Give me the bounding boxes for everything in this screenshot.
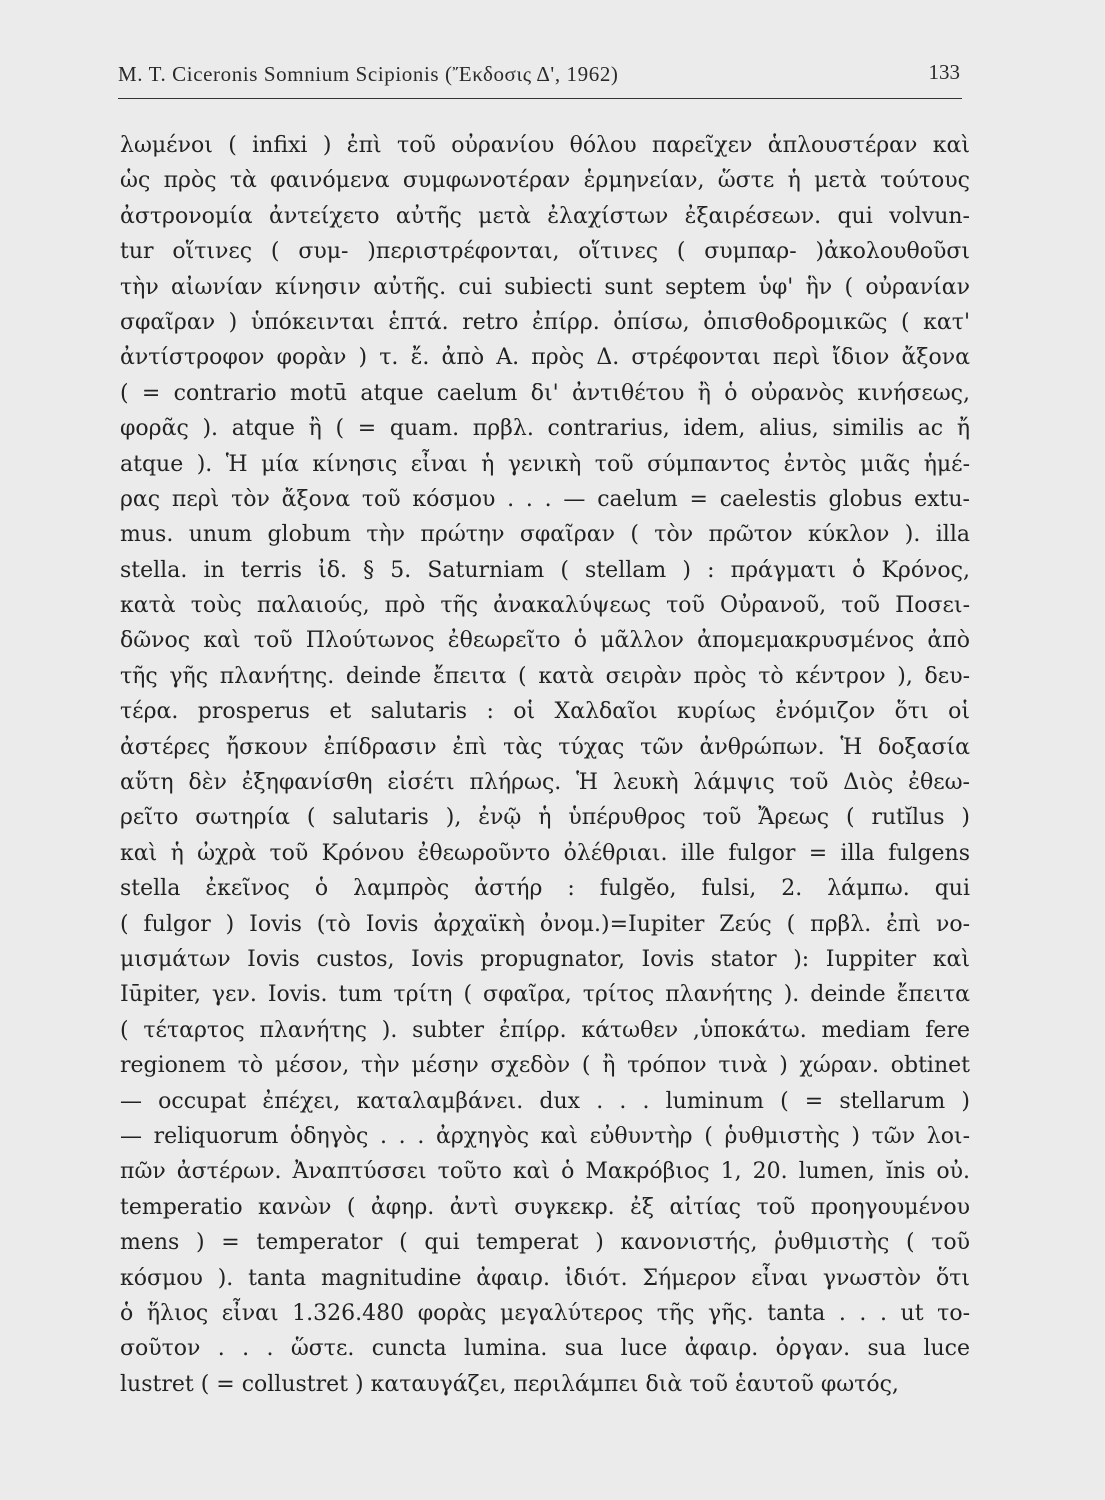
text-line: — occupat ἐπέχει, καταλαμβάνει. dux . . . luminum ( = stellarum ) [120, 1088, 970, 1114]
text-line: ( τέταρτος πλανήτης ). subter ἐπίρρ. κάτωθεν ,ὑποκάτω. mediam fere [120, 1017, 970, 1043]
text-line: κόσμου ). tanta magnitudine ἀφαιρ. ἰδιότ. Σήμερον εἶναι γνωστὸν ὅτι [120, 1265, 970, 1291]
text-line: σοῦτον . . . ὥστε. cuncta lumina. sua luce ἀφαιρ. ὀργαν. sua luce [120, 1336, 970, 1362]
text-line: atque ). Ἡ μία κίνησις εἶναι ἡ γενικὴ τοῦ σύμπαντος ἐντὸς μιᾶς ἡμέ- [120, 451, 970, 477]
running-head [118, 58, 962, 99]
text-line: tur οἵτινες ( συμ- )περιστρέφονται, οἵτινες ( συμπαρ- )ἀκολουθοῦσι [120, 239, 970, 265]
text-line: δῶνος καὶ τοῦ Πλούτωνος ἐθεωρεῖτο ὁ μᾶλλον ἀπομεμακρυσμένος ἀπὸ [120, 628, 970, 654]
text-line: temperatio κανὼν ( ἀφηρ. ἀντὶ συγκεκρ. ἐξ αἰτίας τοῦ προηγουμένου [120, 1194, 970, 1220]
text-line: — reliquorum ὁδηγὸς . . . ἀρχηγὸς καὶ εὐθυντὴρ ( ῥυθμιστὴς ) τῶν λοι- [120, 1123, 970, 1149]
text-line: αὕτη δὲν ἐξηφανίσθη εἰσέτι πλήρως. Ἡ λευκὴ λάμψις τοῦ Διὸς ἐθεω- [120, 770, 970, 796]
text-line: mens ) = temperator ( qui temperat ) κανονιστής, ῥυθμιστὴς ( τοῦ [120, 1230, 970, 1256]
text-line: τὴν αἰωνίαν κίνησιν αὐτῆς. cui subiecti sunt septem ὑφ' ἣν ( οὐρανίαν [120, 274, 970, 300]
text-line: ( = contrario motū atque caelum δι' ἀντιθέτου ἢ ὁ οὐρανὸς κινήσεως, [120, 380, 970, 406]
text-line: regionem τὸ μέσον, τὴν μέσην σχεδὸν ( ἢ τρόπον τινὰ ) χώραν. obtinet [120, 1053, 970, 1079]
text-line: ρεῖτο σωτηρία ( salutaris ), ἐνῷ ἡ ὑπέρυθρος τοῦ Ἄρεως ( rutĭlus ) [120, 805, 970, 831]
text-line: τέρα. prosperus et salutaris : οἱ Χαλδαῖοι κυρίως ἐνόμιζον ὅτι οἱ [120, 699, 970, 725]
text-line: λωμένοι ( infixi ) ἐπὶ τοῦ οὐρανίου θόλου παρεῖχεν ἁπλουστέραν καὶ [120, 133, 970, 158]
text-line: ἀντίστροφον φορὰν ) τ. ἔ. ἀπὸ Α. πρὸς Δ. στρέφονται περὶ ἴδιον ἄξονα [120, 345, 970, 371]
commentary-text [120, 128, 970, 1402]
text-line: Iūpiter, γεν. Iovis. tum τρίτη ( σφαῖρα, τρίτος πλανήτης ). deinde ἔπειτα [120, 982, 970, 1008]
text-line: ὁ ἥλιος εἶναι 1.326.480 φορὰς μεγαλύτερος τῆς γῆς. tanta . . . ut το- [120, 1300, 970, 1326]
text-line: τῆς γῆς πλανήτης. deinde ἔπειτα ( κατὰ σειρὰν πρὸς τὸ κέντρον ), δευ- [120, 663, 970, 689]
text-line: stella. in terris ἰδ. § 5. Saturniam ( stellam ) : πράγματι ὁ Κρόνος, [120, 557, 970, 583]
text-line: ὡς πρὸς τὰ φαινόμενα συμφωνοτέραν ἑρμηνείαν, ὥστε ἡ μετὰ τούτους [120, 168, 970, 194]
text-line: καὶ ἡ ὠχρὰ τοῦ Κρόνου ἐθεωροῦντο ὀλέθριαι. ille fulgor = illa fulgens [120, 840, 970, 866]
text-line: ἀστέρες ἤσκουν ἐπίδρασιν ἐπὶ τὰς τύχας τῶν ἀνθρώπων. Ἡ δοξασία [120, 734, 970, 760]
page-number: 133 [928, 60, 960, 84]
text-line: σφαῖραν ) ὑπόκεινται ἑπτά. retro ἐπίρρ. ὀπίσω, ὀπισθοδρομικῶς ( κατ' [120, 309, 970, 335]
text-line: ρας περὶ τὸν ἄξονα τοῦ κόσμου . . . — caelum = caelestis globus extu- [120, 486, 970, 512]
text-line: φορᾶς ). atque ἢ ( = quam. πρβλ. contrarius, idem, alius, similis ac ἤ [120, 416, 970, 442]
running-head-title: M. T. Ciceronis Somnium Scipionis (Ἔκδοσις Δ', 1962) [118, 62, 619, 86]
text-line: ( fulgor ) Iovis (τὸ Iovis ἀρχαϊκὴ ὀνομ.)=Iupiter Ζεύς ( πρβλ. ἐπὶ νο- [120, 911, 970, 937]
text-line: μισμάτων Iovis custos, Iovis propugnator, Iovis stator ): Iuppiter καὶ [120, 946, 970, 972]
text-line: κατὰ τοὺς παλαιούς, πρὸ τῆς ἀνακαλύψεως τοῦ Οὐρανοῦ, τοῦ Ποσει- [120, 593, 970, 619]
text-line: stella ἐκεῖνος ὁ λαμπρὸς ἀστήρ : fulgĕo, fulsi, 2. λάμπω. qui [120, 876, 970, 902]
text-line: mus. unum globum τὴν πρώτην σφαῖραν ( τὸν πρῶτον κύκλον ). illa [120, 522, 970, 548]
text-line: lustret ( = collustret ) καταυγάζει, περιλάμπει διὰ τοῦ ἑαυτοῦ φωτός, [120, 1371, 899, 1397]
text-line: ἀστρονομία ἀντείχετο αὐτῆς μετὰ ἐλαχίστων ἐξαιρέσεων. qui volvun- [120, 203, 970, 229]
text-line: πῶν ἀστέρων. Ἀναπτύσσει τοῦτο καὶ ὁ Μακρόβιος 1, 20. lumen, ĭnis οὐ. [120, 1159, 970, 1185]
